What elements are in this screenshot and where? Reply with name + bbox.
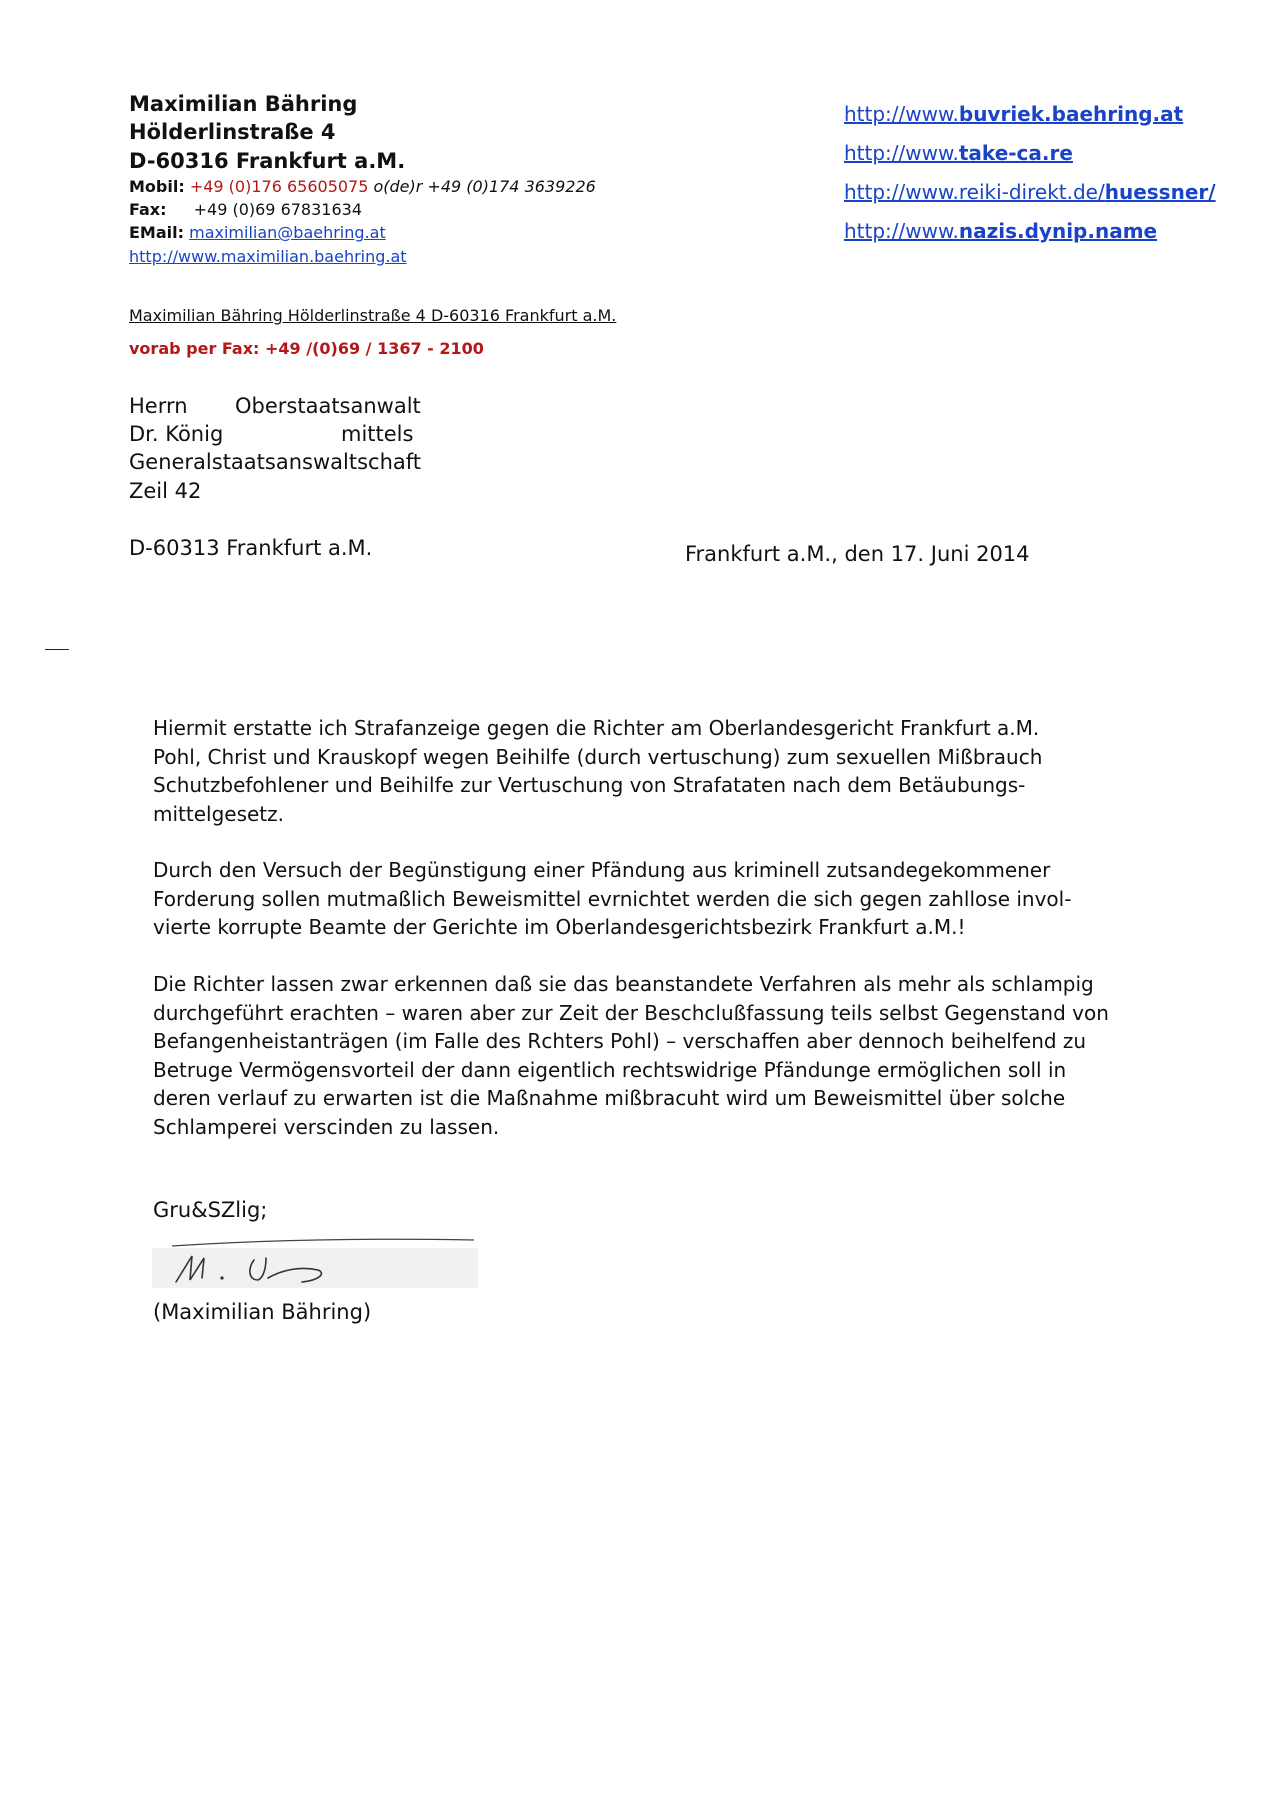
body-line: Hiermit erstatte ich Strafanzeige gegen die Richter am Oberlandesgericht Frankfurt a.M. [153, 716, 1040, 740]
body-line: mittelgesetz. [153, 801, 285, 826]
sender-street: Hölderlinstraße 4 [129, 120, 336, 144]
recipient-via: mittels [341, 422, 414, 446]
link-domain: huessner/ [1104, 180, 1216, 204]
header-link-reiki[interactable] [844, 180, 1216, 204]
link-prefix: http://www. [844, 219, 959, 243]
mobil-number-1: +49 (0)176 65605075 [189, 177, 369, 196]
recipient-authority: Generalstaatsanswaltschaft [129, 450, 422, 474]
fold-mark [45, 649, 69, 650]
mobil-separator: o(de)r [368, 177, 423, 196]
sender-name: Maximilian Bähring [129, 92, 358, 116]
header-link-nazis-dynip[interactable] [844, 219, 1157, 243]
contact-fax [129, 200, 362, 219]
sender-city: D-60316 Frankfurt a.M. [129, 149, 406, 173]
body-line: Die Richter lassen zwar erkennen daß sie das beanstandete Verfahren als mehr als schlampig [153, 972, 1094, 996]
fax-notice-label: vorab per Fax: [129, 339, 265, 358]
contact-website [129, 247, 407, 266]
letter-date: Frankfurt a.M., den 17. Juni 2014 [685, 542, 1030, 566]
recipient-title: Oberstaatsanwalt [235, 394, 421, 418]
recipient-line-2 [129, 422, 414, 446]
email-link[interactable]: maximilian@baehring.at [189, 223, 386, 242]
fax-notice [129, 339, 484, 358]
link-domain: nazis.dynip.name [958, 219, 1158, 243]
fax-notice-number: +49 /(0)69 / 1367 - 2100 [264, 339, 484, 358]
body-line: vierte korrupte Beamte der Gerichte im Oberlandesgerichtsbezirk Frankfurt a.M.! [153, 915, 966, 939]
signatory-name: (Maximilian Bähring) [153, 1300, 372, 1324]
email-label: EMail: [129, 223, 185, 242]
closing-greeting: Gru&SZlig; [153, 1198, 268, 1222]
recipient-street: Zeil 42 [129, 479, 202, 503]
body-line: Schlamperei verscinden zu lassen. [153, 1114, 500, 1139]
link-domain: take-ca.re [958, 141, 1073, 165]
link-prefix: http://www.reiki-direkt.de/ [844, 180, 1105, 204]
mobil-number-2: +49 (0)174 3639226 [422, 177, 596, 196]
link-prefix: http://www. [844, 102, 959, 126]
body-line: durchgeführt erachten – waren aber zur Zeit der Beschclußfassung teils selbst Gegenstand von [153, 1000, 1109, 1025]
return-address: Maximilian Bähring Hölderlinstraße 4 D-60316 Frankfurt a.M. [129, 306, 617, 325]
body-line: deren verlauf zu erwarten ist die Maßnahme mißbracuht wird um Beweismittel über solche [153, 1086, 1066, 1110]
body-paragraph-3 [153, 970, 1109, 1141]
body-line: Pohl, Christ und Krauskopf wegen Beihilfe (durch vertuschung) zum sexuellen Mißbrauch [153, 744, 1043, 769]
header-link-take-care[interactable] [844, 141, 1073, 165]
body-line: Forderung sollen mutmaßlich Beweismittel evrnichtet werden die sich gegen zahllose invol- [153, 886, 1072, 911]
body-line: Schutzbefohlener und Beihilfe zur Vertuschung von Strafataten nach dem Betäubungs- [153, 773, 1026, 797]
recipient-name: Dr. König [129, 422, 224, 446]
recipient-city: D-60313 Frankfurt a.M. [129, 536, 373, 560]
body-line: Befangenheistanträgen (im Falle des Rchters Pohl) – verschaffen aber dennoch beihelfend zu [153, 1029, 1087, 1053]
link-domain: buvriek.baehring.at [958, 102, 1184, 126]
mobil-label: Mobil: [129, 177, 185, 196]
header-link-buvriek[interactable] [844, 102, 1183, 126]
fax-label: Fax: [129, 200, 167, 219]
contact-email [129, 223, 386, 242]
handwritten-signature [152, 1230, 482, 1292]
body-line: Durch den Versuch der Begünstigung einer Pfändung aus kriminell zutsandegekommener [153, 858, 1051, 882]
body-line: Betruge Vermögensvorteil der dann eigentlich rechtswidrige Pfändunge ermöglichen soll in [153, 1057, 1067, 1082]
link-prefix: http://www. [844, 141, 959, 165]
fax-number: +49 (0)69 67831634 [193, 200, 363, 219]
body-paragraph-1 [153, 714, 1042, 828]
body-paragraph-2 [153, 856, 1071, 942]
recipient-line-1 [129, 394, 421, 418]
contact-mobil [129, 177, 596, 196]
recipient-salutation: Herrn [129, 394, 188, 418]
website-link[interactable]: http://www.maximilian.baehring.at [129, 247, 407, 266]
